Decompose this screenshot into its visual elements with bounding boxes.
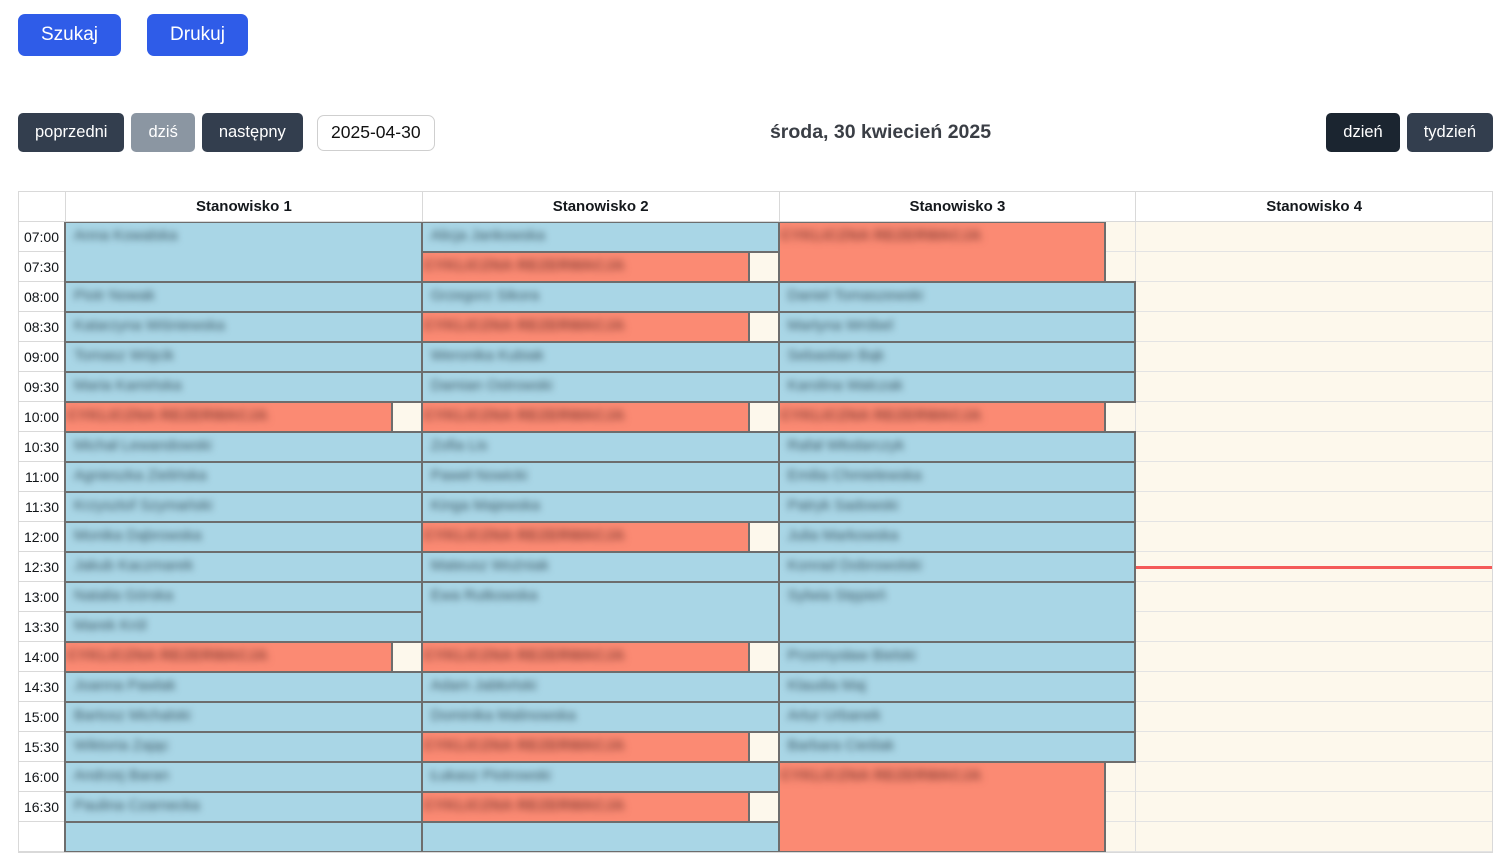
week-view-button[interactable]: tydzień <box>1407 113 1493 152</box>
time-label: 10:00 <box>19 402 65 432</box>
empty-slot-cell[interactable] <box>1135 312 1492 342</box>
time-label: 12:00 <box>19 522 65 552</box>
booking-name-label: Konrad Dobrowolski <box>787 557 922 574</box>
event-booking[interactable] <box>64 491 423 523</box>
top-actions <box>18 14 248 56</box>
event-recurring-reservation[interactable] <box>421 521 750 553</box>
calendar-grid <box>19 222 1492 852</box>
time-label: 13:00 <box>19 582 65 612</box>
time-label: 12:30 <box>19 552 65 582</box>
event-booking[interactable] <box>421 581 780 643</box>
time-label: 15:00 <box>19 702 65 732</box>
previous-day-button[interactable]: poprzedni <box>18 113 124 152</box>
date-nav-group <box>18 113 435 152</box>
event-booking[interactable] <box>421 821 780 852</box>
time-label: 08:30 <box>19 312 65 342</box>
event-booking[interactable] <box>64 761 423 793</box>
empty-slot-cell[interactable] <box>1135 702 1492 732</box>
booking-name-label: Piotr Nowak <box>74 287 155 304</box>
event-recurring-reservation[interactable] <box>421 731 750 763</box>
event-booking[interactable] <box>64 431 423 463</box>
time-label: 10:30 <box>19 432 65 462</box>
calendar-header-row <box>19 192 1492 222</box>
booking-name-label: Artur Urbanek <box>787 707 881 724</box>
booking-name-label: Paweł Nowicki <box>430 467 528 484</box>
time-label: 16:30 <box>19 792 65 822</box>
event-booking[interactable] <box>64 581 423 613</box>
event-recurring-reservation[interactable] <box>778 222 1107 283</box>
empty-slot-cell[interactable] <box>1135 612 1492 642</box>
event-recurring-reservation[interactable] <box>421 311 750 343</box>
event-booking[interactable] <box>64 791 423 823</box>
event-recurring-reservation[interactable] <box>421 401 750 433</box>
booking-name-label: Natalia Górska <box>74 587 174 604</box>
time-label: 08:00 <box>19 282 65 312</box>
empty-slot-cell[interactable] <box>1135 252 1492 282</box>
booking-name-label: Joanna Pawlak <box>74 677 176 694</box>
time-label: 09:30 <box>19 372 65 402</box>
event-booking[interactable] <box>778 311 1137 343</box>
booking-name-label: Martyna Wróbel <box>787 317 894 334</box>
time-label <box>19 822 65 852</box>
recurring-reservation-label: CYKLICZNA REZERWACJA <box>780 227 982 244</box>
booking-name-label: Weronika Kubiak <box>430 347 544 364</box>
empty-slot-cell[interactable] <box>1135 402 1492 432</box>
column-header-4: Stanowisko 4 <box>1135 192 1492 221</box>
empty-slot-cell[interactable] <box>1135 222 1492 252</box>
event-booking[interactable] <box>64 701 423 733</box>
booking-name-label: Daniel Tomaszewski <box>787 287 924 304</box>
booking-name-label: Łukasz Piotrowski <box>430 767 551 784</box>
booking-name-label: Klaudia Maj <box>787 677 866 694</box>
time-label: 11:00 <box>19 462 65 492</box>
empty-slot-cell[interactable] <box>1135 522 1492 552</box>
empty-slot-cell[interactable] <box>1135 342 1492 372</box>
empty-slot-cell[interactable] <box>1135 372 1492 402</box>
event-recurring-reservation[interactable] <box>778 761 1107 852</box>
booking-name-label: Krzysztof Szymański <box>74 497 213 514</box>
booking-name-label: Maria Kamińska <box>74 377 182 394</box>
column-header-3: Stanowisko 3 <box>779 192 1136 221</box>
event-booking[interactable] <box>64 521 423 553</box>
event-booking[interactable] <box>778 581 1137 643</box>
event-recurring-reservation[interactable] <box>421 641 750 673</box>
booking-name-label: Ewa Rutkowska <box>430 587 538 604</box>
booking-name-label: Karolina Walczak <box>787 377 903 394</box>
booking-name-label: Michał Lewandowski <box>74 437 212 454</box>
event-booking[interactable] <box>421 491 780 523</box>
event-booking[interactable] <box>421 701 780 733</box>
event-booking[interactable] <box>778 731 1137 763</box>
booking-name-label: Bartosz Michalski <box>74 707 191 724</box>
recurring-reservation-label: CYKLICZNA REZERWACJA <box>67 647 269 664</box>
event-booking[interactable] <box>64 222 423 283</box>
event-booking[interactable] <box>778 461 1137 493</box>
calendar-toolbar <box>18 113 1493 152</box>
event-booking[interactable] <box>778 551 1137 583</box>
event-recurring-reservation[interactable] <box>421 791 750 823</box>
empty-slot-cell[interactable] <box>1135 432 1492 462</box>
empty-slot-cell[interactable] <box>1135 582 1492 612</box>
empty-slot-cell[interactable] <box>1135 462 1492 492</box>
event-booking[interactable] <box>421 431 780 463</box>
empty-slot-cell[interactable] <box>1135 762 1492 792</box>
column-header-1: Stanowisko 1 <box>65 192 422 221</box>
recurring-reservation-label: CYKLICZNA REZERWACJA <box>423 257 625 274</box>
booking-name-label: Alicja Jankowska <box>430 227 545 244</box>
empty-slot-cell[interactable] <box>1135 492 1492 522</box>
time-label: 07:00 <box>19 222 65 252</box>
recurring-reservation-label: CYKLICZNA REZERWACJA <box>780 767 982 784</box>
booking-name-label: Jakub Kaczmarek <box>74 557 194 574</box>
booking-name-label: Marek Król <box>74 617 147 634</box>
event-booking[interactable] <box>778 341 1137 373</box>
event-booking[interactable] <box>64 461 423 493</box>
event-booking[interactable] <box>64 311 423 343</box>
empty-slot-cell[interactable] <box>1135 642 1492 672</box>
event-booking[interactable] <box>64 371 423 403</box>
booking-name-label: Grzegorz Sikora <box>430 287 540 304</box>
event-booking[interactable] <box>64 611 423 643</box>
today-button[interactable]: dziś <box>131 113 194 152</box>
booking-name-label: Monika Dąbrowska <box>74 527 202 544</box>
booking-name-label: Wiktoria Zając <box>74 737 170 754</box>
event-recurring-reservation[interactable] <box>778 401 1107 433</box>
booking-name-label: Zofia Lis <box>430 437 488 454</box>
event-booking[interactable] <box>64 671 423 703</box>
recurring-reservation-label: CYKLICZNA REZERWACJA <box>423 797 625 814</box>
time-label: 13:30 <box>19 612 65 642</box>
booking-name-label: Przemysław Bielski <box>787 647 916 664</box>
date-picker-input[interactable] <box>317 115 435 151</box>
event-booking[interactable] <box>778 371 1137 403</box>
empty-slot-cell[interactable] <box>1135 822 1492 852</box>
empty-slot-cell[interactable] <box>1135 282 1492 312</box>
recurring-reservation-label: CYKLICZNA REZERWACJA <box>780 407 982 424</box>
empty-slot-cell[interactable] <box>1135 672 1492 702</box>
recurring-reservation-label: CYKLICZNA REZERWACJA <box>423 407 625 424</box>
booking-name-label: Anna Kowalska <box>74 227 178 244</box>
event-recurring-reservation[interactable] <box>64 641 393 673</box>
booking-name-label: Adam Jabłoński <box>430 677 537 694</box>
time-label: 14:00 <box>19 642 65 672</box>
booking-name-label: Julia Markowska <box>787 527 899 544</box>
event-booking[interactable] <box>421 671 780 703</box>
empty-slot-cell[interactable] <box>1135 792 1492 822</box>
booking-name-label: Andrzej Baran <box>74 767 170 784</box>
booking-name-label: Sebastian Bąk <box>787 347 885 364</box>
event-booking[interactable] <box>421 341 780 373</box>
event-booking[interactable] <box>64 341 423 373</box>
booking-name-label: Paulina Czarnecka <box>74 797 200 814</box>
event-booking[interactable] <box>64 281 423 313</box>
event-booking[interactable] <box>421 281 780 313</box>
event-booking[interactable] <box>64 821 423 852</box>
event-booking[interactable] <box>778 281 1137 313</box>
booking-name-label: Agnieszka Zielińska <box>74 467 207 484</box>
event-recurring-reservation[interactable] <box>421 251 750 283</box>
recurring-reservation-label: CYKLICZNA REZERWACJA <box>423 647 625 664</box>
booking-name-label: Dominika Malinowska <box>430 707 576 724</box>
recurring-reservation-label: CYKLICZNA REZERWACJA <box>423 317 625 334</box>
event-booking[interactable] <box>421 761 780 793</box>
booking-name-label: Tomasz Wójcik <box>74 347 175 364</box>
booking-name-label: Patryk Sadowski <box>787 497 899 514</box>
print-button[interactable]: Drukuj <box>147 14 248 56</box>
empty-slot-cell[interactable] <box>1135 732 1492 762</box>
time-label: 09:00 <box>19 342 65 372</box>
column-header-2: Stanowisko 2 <box>422 192 779 221</box>
booking-name-label: Emilia Chmielewska <box>787 467 922 484</box>
event-booking[interactable] <box>778 701 1137 733</box>
day-view-button[interactable]: dzień <box>1326 113 1399 152</box>
time-label: 11:30 <box>19 492 65 522</box>
event-booking[interactable] <box>64 551 423 583</box>
next-day-button[interactable]: następny <box>202 113 303 152</box>
event-booking[interactable] <box>421 371 780 403</box>
event-booking[interactable] <box>778 671 1137 703</box>
event-booking[interactable] <box>778 431 1137 463</box>
recurring-reservation-label: CYKLICZNA REZERWACJA <box>423 737 625 754</box>
booking-name-label: Mateusz Woźniak <box>430 557 549 574</box>
event-booking[interactable] <box>778 521 1137 553</box>
time-label: 14:30 <box>19 672 65 702</box>
event-booking[interactable] <box>778 491 1137 523</box>
recurring-reservation-label: CYKLICZNA REZERWACJA <box>423 527 625 544</box>
calendar-day-view <box>18 191 1493 853</box>
event-booking[interactable] <box>421 222 780 253</box>
time-label: 07:30 <box>19 252 65 282</box>
time-label: 16:00 <box>19 762 65 792</box>
booking-name-label: Kinga Majewska <box>430 497 540 514</box>
event-booking[interactable] <box>64 731 423 763</box>
booking-name-label: Damian Ostrowski <box>430 377 553 394</box>
recurring-reservation-label: CYKLICZNA REZERWACJA <box>67 407 269 424</box>
booking-name-label: Rafał Włodarczyk <box>787 437 905 454</box>
view-switch-group <box>1326 113 1493 152</box>
event-recurring-reservation[interactable] <box>64 401 393 433</box>
booking-name-label: Barbara Cieślak <box>787 737 895 754</box>
event-booking[interactable] <box>421 551 780 583</box>
booking-name-label: Sylwia Stępień <box>787 587 886 604</box>
time-label: 15:30 <box>19 732 65 762</box>
booking-name-label: Katarzyna Wiśniewska <box>74 317 225 334</box>
event-booking[interactable] <box>421 461 780 493</box>
current-date-title: środa, 30 kwiecień 2025 <box>769 121 992 143</box>
search-button[interactable]: Szukaj <box>18 14 121 56</box>
event-booking[interactable] <box>778 641 1137 673</box>
